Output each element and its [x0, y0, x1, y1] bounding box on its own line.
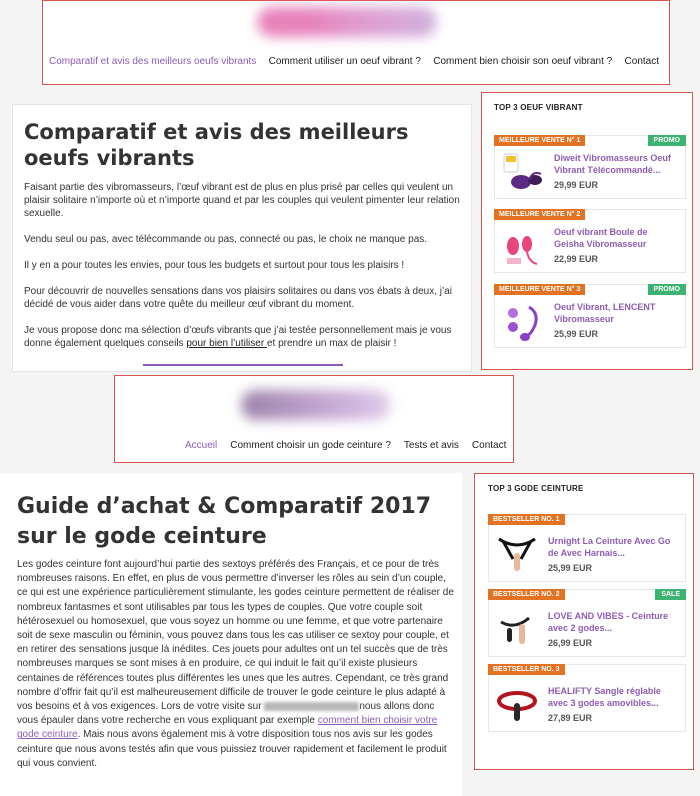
promo-badge: PROMO — [648, 135, 686, 146]
product-price: 25,99 EUR — [554, 329, 599, 339]
product-price: 29,99 EUR — [554, 180, 599, 190]
nav-item-utiliser[interactable]: Comment utiliser un oeuf vibrant ? — [268, 56, 421, 67]
nav-item-comparatif[interactable]: Comparatif et avis des meilleurs oeufs vibrants — [49, 56, 257, 67]
bestseller-badge: BESTSELLER NO. 2 — [488, 589, 565, 600]
product-card[interactable] — [494, 209, 686, 273]
nav-item-choisir[interactable]: Comment bien choisir son oeuf vibrant ? — [433, 56, 613, 67]
sale-badge: SALE — [655, 589, 686, 600]
product-card[interactable] — [488, 589, 686, 657]
product-card[interactable] — [488, 664, 686, 732]
paragraph: Vendu seul ou pas, avec télécommande ou pas, connecté ou pas, le choix ne manque pas. — [24, 234, 428, 245]
product-price: 27,89 EUR — [548, 713, 593, 723]
bestseller-badge: BESTSELLER NO. 1 — [488, 514, 565, 525]
site-logo[interactable] — [241, 390, 391, 420]
text: nous allons donc vous épauler dans votre recherche en vous expliquant par exemple — [17, 701, 435, 727]
site-logo[interactable] — [257, 7, 437, 37]
product-name[interactable]: Oeuf Vibrant, LENCENT Vibromasseur — [554, 302, 656, 324]
bestseller-badge: MEILLEURE VENTE N° 3 — [494, 284, 585, 295]
product-image[interactable] — [495, 606, 539, 650]
product-card[interactable] — [494, 284, 686, 348]
promo-badge: PROMO — [648, 284, 686, 295]
product-name[interactable]: LOVE AND VIBES - Ceinture avec 2 godes... — [548, 611, 669, 633]
page-title: Guide d’achat & Comparatif 2017 sur le gode ceinture — [17, 494, 432, 549]
article-2 — [0, 473, 462, 796]
sidebar-title: TOP 3 GODE CEINTURE — [488, 484, 584, 493]
sidebar-top3-gode — [474, 473, 694, 770]
product-name[interactable]: Diweit Vibromasseurs Oeuf Vibrant Télécommandé... — [554, 153, 671, 175]
usage-link[interactable]: pour bien l’utiliser — [186, 338, 267, 349]
product-image[interactable] — [501, 150, 545, 194]
text: . Mais nous avons également mis à votre disposition tous nos avis sur les godes ceinture que nous avons testés afin que vous puissiez trouver rapidement et facilement le produit qui vous convient. — [17, 729, 447, 769]
choose-guide-link[interactable]: comment bien choisir votre gode ceinture — [17, 715, 438, 741]
bestseller-badge: BESTSELLER NO. 3 — [488, 664, 565, 675]
article-1 — [12, 104, 472, 372]
product-price: 26,99 EUR — [548, 638, 593, 648]
blurred-site-name — [264, 702, 359, 711]
page-title: Comparatif et avis des meilleurs oeufs vibrants — [24, 120, 409, 170]
nav-item-contact[interactable]: Contact — [471, 440, 507, 451]
main-nav-1 — [49, 56, 665, 67]
divider — [143, 364, 343, 366]
paragraph — [24, 324, 472, 350]
sidebar-top3-oeuf — [481, 92, 693, 370]
paragraph: Il y en a pour toutes les envies, pour tous les budgets et surtout pour tous les plaisirs ! — [24, 260, 405, 271]
product-price: 25,99 EUR — [548, 563, 593, 573]
product-name[interactable]: Urnight La Ceinture Avec Go de Avec Harnais... — [548, 536, 671, 558]
text: et prendre un max de plaisir ! — [266, 338, 397, 349]
product-name[interactable]: Oeuf vibrant Boule de Geisha Vibromasseur — [554, 227, 648, 249]
product-card[interactable] — [488, 514, 686, 582]
sidebar-title: TOP 3 OEUF VIBRANT — [494, 103, 583, 112]
nav-item-accueil[interactable]: Accueil — [185, 440, 218, 451]
nav-item-contact[interactable]: Contact — [624, 56, 659, 67]
product-image[interactable] — [495, 531, 539, 575]
product-price: 22,99 EUR — [554, 254, 599, 264]
paragraph: Pour découvrir de nouvelles sensations dans vos plaisirs solitaires ou dans vos ébats à deux, j’ai décidé de vous aider dans votre quête du meilleur œuf vibrant du moment. — [24, 286, 453, 310]
product-card[interactable] — [494, 135, 686, 199]
nav-item-choisir-gode[interactable]: Comment choisir un gode ceinture ? — [230, 440, 391, 451]
main-nav-2 — [185, 440, 506, 451]
bestseller-badge: MEILLEURE VENTE N° 1 — [494, 135, 585, 146]
product-image[interactable] — [501, 299, 545, 343]
site-header-1 — [42, 0, 670, 85]
product-image[interactable] — [501, 224, 545, 268]
product-name[interactable]: HEALIFTY Sangle réglable avec 3 godes amovibles... — [548, 686, 661, 708]
bestseller-badge: MEILLEURE VENTE N° 2 — [494, 209, 585, 220]
text: Les godes ceinture font aujourd’hui partie des sextoys préférés des Français, et ce pour de très nombreuses raisons. En effet, en plus de vous permettre d’inverser les rôles au sein d’un couple, ce qui est une expérience particulièrement stimulante, les godes ceinture permettent de réaliser de nombreux fantasmes et sont utilisables par tous les types de couples. Que votre couple soit hétérosexuel ou homosexuel, que vous soyez un homme ou une femme, et que votre partenaire soit de sexe masculin ou féminin, vous pouvez dans tous les cas utiliser ce sextoy pour couple, et en retirer des sensations jusque là inédites. Ces jouets pour adultes ont un tel succès que de très nombreuses marques se sont mises à en produire, ce qui induit le fait qu’il existe plusieurs centaines de références toutes plus différentes les unes que les autres. Cependant, ce très grand nombre d’offrir fait qu’il est malheureusement difficile de trouver le gode ceinture le plus adapté à vos besoins et à vos exigences. Lors de votre visite sur — [17, 559, 454, 713]
nav-item-tests[interactable]: Tests et avis — [403, 440, 459, 451]
product-image[interactable] — [495, 681, 539, 725]
site-header-2 — [114, 375, 514, 463]
article-body — [17, 558, 457, 771]
paragraph: Faisant partie des vibromasseurs, l’œuf vibrant est de plus en plus prisé par celles qui veulent un plaisir solitaire n’importe où et n’importe quand et par les couples qui veulent pimenter leur relation sexuelle. — [24, 182, 460, 219]
article-body — [24, 181, 472, 363]
text: Je vous propose donc ma sélection d’œufs vibrants que j’ai testée personnellement mais je vous donne également quelques conseils — [24, 325, 452, 349]
